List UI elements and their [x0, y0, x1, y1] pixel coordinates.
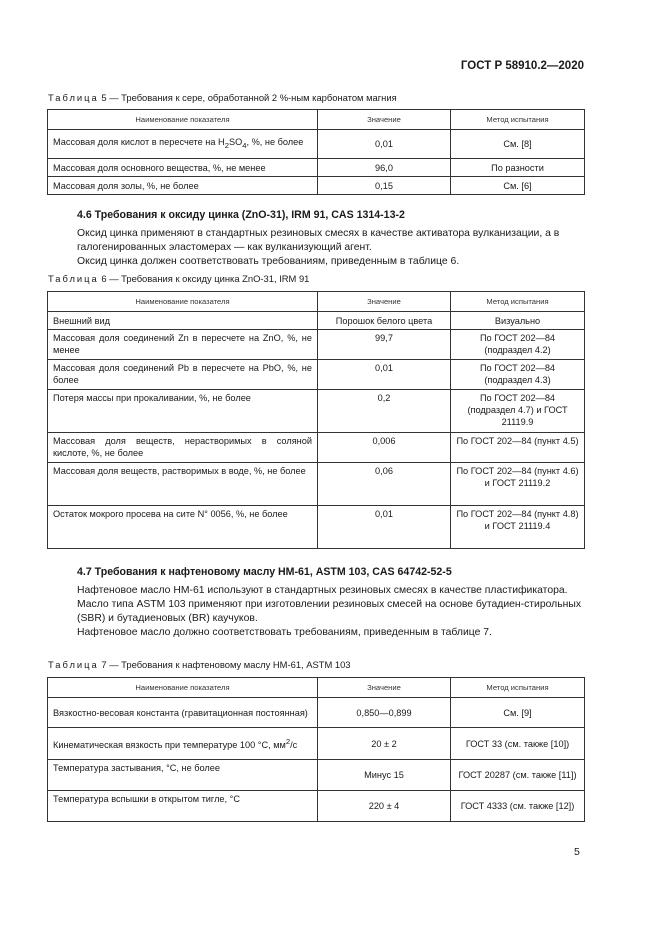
table-row [48, 791, 585, 822]
table-row [48, 312, 585, 330]
table-cell: Вязкостно-весовая константа (гравитационная постоянная) [48, 698, 318, 728]
table-cell: Порошок белого цвета [318, 312, 451, 330]
column-header: Наименование показателя [48, 292, 318, 312]
table-row [48, 177, 585, 195]
table-cell: Массовая доля кислот в пересчете на $H_2SO_4$, %, не более [48, 130, 318, 159]
table6-caption: Таблица 6 — Требования к оксиду цинка ZnO-31, IRM 91 [48, 273, 310, 284]
paragraph: Нафтеновое масло должно соответствовать требованиям, приведенным в таблице 7. [77, 627, 492, 638]
table-row [48, 433, 585, 463]
table-cell: По ГОСТ 202—84 (пункт 4.5) [451, 433, 585, 463]
table-cell: По ГОСТ 202—84 (пункт 4.6) и ГОСТ 21119.2 [451, 463, 585, 506]
column-header: Наименование показателя [48, 110, 318, 130]
table-header-row [48, 678, 585, 698]
table-cell: 0,2 [318, 390, 451, 433]
paragraph: Оксид цинка должен соответствовать требованиям, приведенным в таблице 6. [77, 256, 460, 267]
table-cell: Остаток мокрого просева на сите N° 0056, %, не более [48, 506, 318, 549]
table-cell: Внешний вид [48, 312, 318, 330]
table-cell: Визуально [451, 312, 585, 330]
table-cell: См. [9] [451, 698, 585, 728]
table-cell: По ГОСТ 202—84 (подраздел 4.3) [451, 360, 585, 390]
table-cell: Потеря массы при прокаливании, %, не более [48, 390, 318, 433]
table7 [47, 677, 585, 822]
table-cell: Массовая доля соединений Zn в пересчете на ZnO, %, не менее [48, 330, 318, 360]
column-header: Значение [318, 110, 451, 130]
table-row [48, 728, 585, 760]
table6 [47, 291, 585, 549]
table-cell: Массовая доля золы, %, не более [48, 177, 318, 195]
table-cell: См. [8] [451, 130, 585, 159]
table-cell: Температура застывания, °С, не более [48, 760, 318, 791]
table-row [48, 159, 585, 177]
table-row [48, 360, 585, 390]
table-cell: 0,01 [318, 360, 451, 390]
table-cell: 20 ± 2 [318, 728, 451, 760]
column-header: Метод испытания [451, 110, 585, 130]
table-cell: ГОСТ 20287 (см. также [11]) [451, 760, 585, 791]
column-header: Наименование показателя [48, 678, 318, 698]
section-heading-4-6: 4.6 Требования к оксиду цинка (ZnO-31), IRM 91, CAS 1314-13-2 [77, 209, 405, 221]
table-cell: Массовая доля веществ, растворимых в воде, %, не более [48, 463, 318, 506]
table-cell: 0,15 [318, 177, 451, 195]
table-cell: 99,7 [318, 330, 451, 360]
table-row [48, 130, 585, 159]
table-cell: Кинематическая вязкость при температуре 100 °С, $мм^2/с$ [48, 728, 318, 760]
table-cell: 96,0 [318, 159, 451, 177]
table-row [48, 506, 585, 549]
column-header: Значение [318, 292, 451, 312]
table-row [48, 330, 585, 360]
column-header: Метод испытания [451, 292, 585, 312]
table-cell: Минус 15 [318, 760, 451, 791]
table-cell: По ГОСТ 202—84 (подраздел 4.7) и ГОСТ 21119.9 [451, 390, 585, 433]
table-cell: По ГОСТ 202—84 (подраздел 4.2) [451, 330, 585, 360]
table-cell: 220 ± 4 [318, 791, 451, 822]
table-row [48, 698, 585, 728]
table5-caption: Таблица 5 — Требования к сере, обработанной 2 %-ным карбонатом магния [48, 92, 397, 103]
paragraph: Масло типа ASTM 103 применяют при изготовлении резиновых смесей на основе бутадиен-стирольных (SBR) и бутадиеновых (BR) каучуков. [77, 599, 582, 624]
column-header: Метод испытания [451, 678, 585, 698]
section-4-6-text [48, 227, 584, 269]
section-heading-4-7: 4.7 Требования к нафтеновому маслу НМ-61, ASTM 103, CAS 64742-52-5 [77, 566, 452, 578]
table-cell: Массовая доля основного вещества, %, не менее [48, 159, 318, 177]
table-cell: 0,006 [318, 433, 451, 463]
section-4-7-text [48, 584, 584, 640]
column-header: Значение [318, 678, 451, 698]
table7-caption: Таблица 7 — Требования к нафтеновому маслу НМ-61, ASTM 103 [48, 659, 351, 670]
table-cell: Массовая доля веществ, нерастворимых в соляной кислоте, %, не более [48, 433, 318, 463]
table-header-row [48, 110, 585, 130]
table5 [47, 109, 585, 195]
table-cell: 0,06 [318, 463, 451, 506]
page-number: 5 [574, 846, 580, 858]
table-row [48, 760, 585, 791]
table-cell: См. [6] [451, 177, 585, 195]
document-header: ГОСТ Р 58910.2—2020 [460, 60, 584, 72]
table-cell: Массовая доля соединений Pb в пересчете на PbO, %, не более [48, 360, 318, 390]
paragraph: Нафтеновое масло НМ-61 используют в стандартных резиновых смесях в качестве пластификатора. [77, 585, 568, 596]
table-cell: 0,01 [318, 506, 451, 549]
table-cell: 0,850—0,899 [318, 698, 451, 728]
table-cell: По разности [451, 159, 585, 177]
table-cell: 0,01 [318, 130, 451, 159]
table-cell: ГОСТ 4333 (см. также [12]) [451, 791, 585, 822]
table-header-row [48, 292, 585, 312]
table-row [48, 463, 585, 506]
table-row [48, 390, 585, 433]
paragraph: Оксид цинка применяют в стандартных резиновых смесях в качестве активатора вулканизации, а в галогенированных эластомерах — как вулканизующий агент. [77, 228, 560, 253]
table-cell: ГОСТ 33 (см. также [10]) [451, 728, 585, 760]
table-cell: Температура вспышки в открытом тигле, °С [48, 791, 318, 822]
table-cell: По ГОСТ 202—84 (пункт 4.8) и ГОСТ 21119.4 [451, 506, 585, 549]
